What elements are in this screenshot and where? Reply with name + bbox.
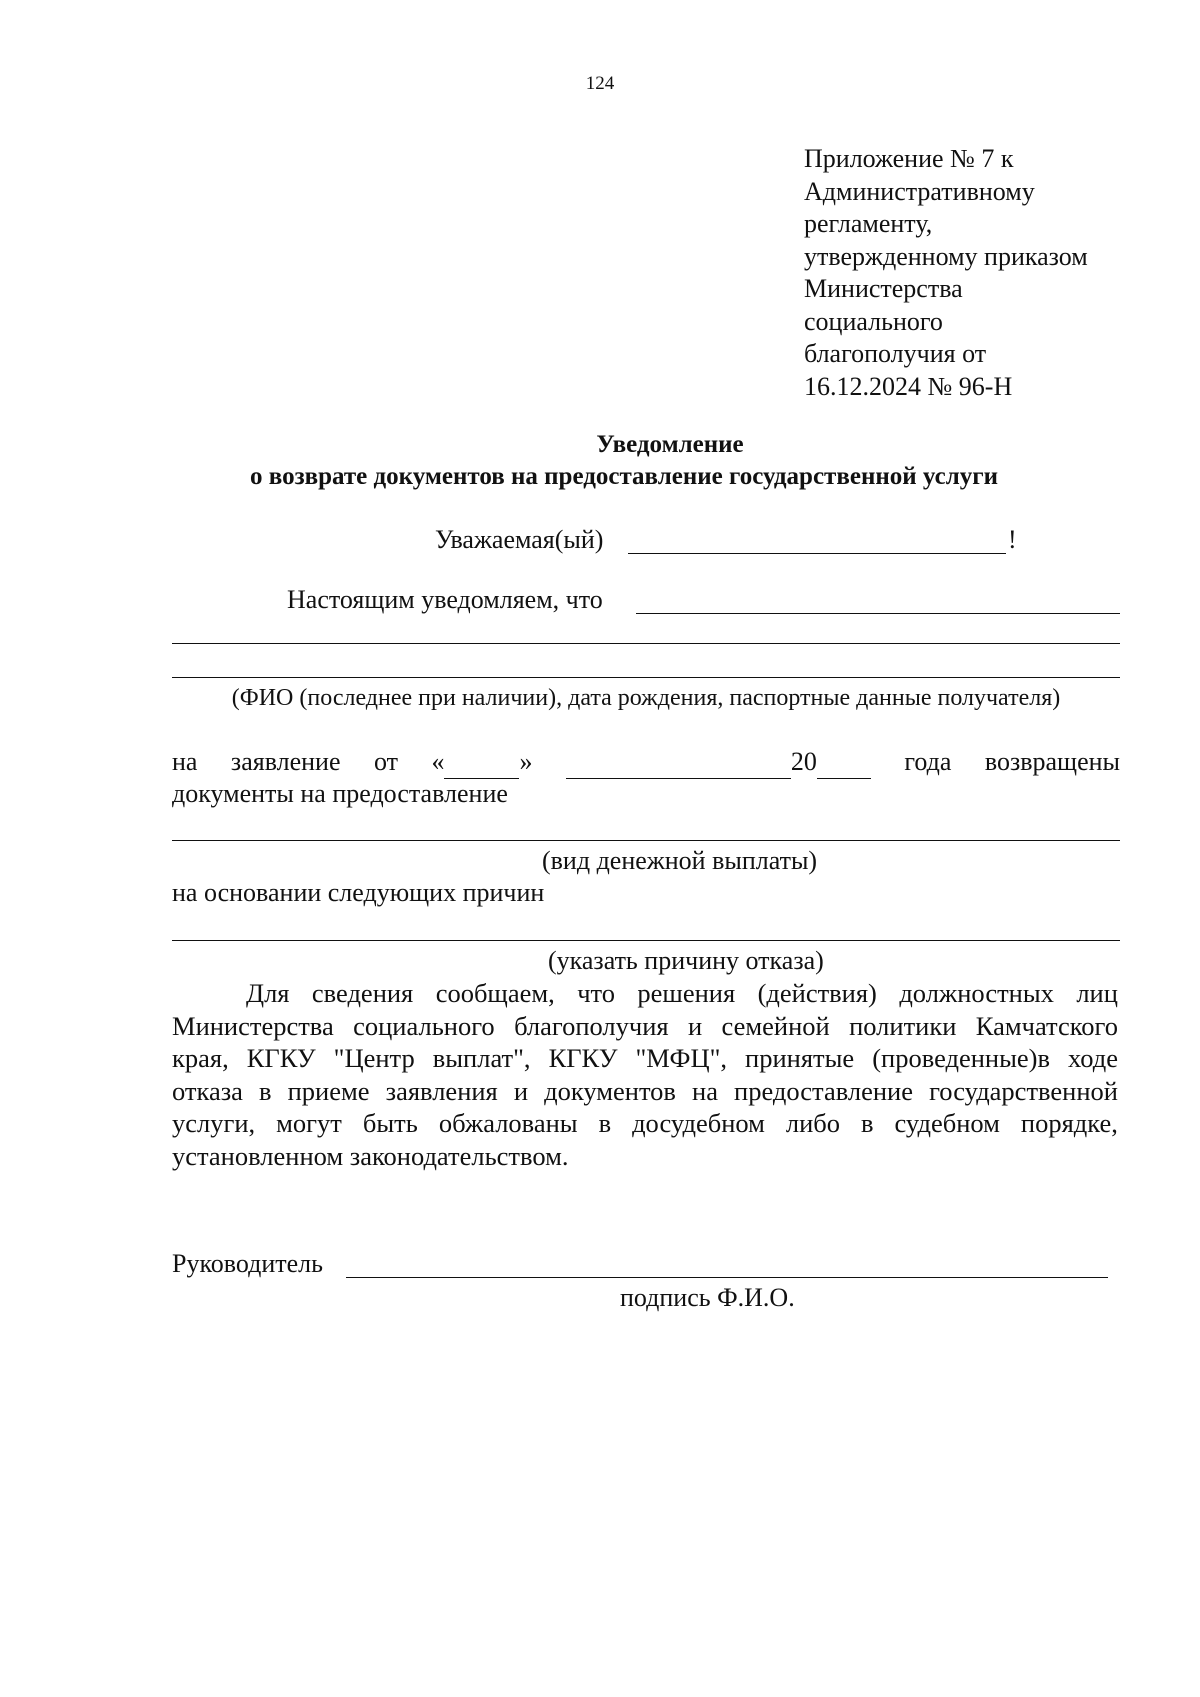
- application-word: на: [172, 747, 198, 776]
- reason-caption: (указать причину отказа): [548, 946, 824, 975]
- paragraph-word: предоставление: [734, 1075, 913, 1106]
- paragraph-word: в: [598, 1108, 612, 1138]
- document-subtitle: о возврате документов на предоставление государственной услуги: [250, 463, 999, 490]
- application-word: заявление: [230, 747, 341, 776]
- paragraph-line: [172, 1075, 1118, 1108]
- reason-blank[interactable]: [172, 940, 1120, 941]
- paragraph-word: порядке,: [1020, 1108, 1118, 1138]
- paragraph-word: на: [692, 1075, 718, 1106]
- paragraph-text: установленном законодательством.: [172, 1140, 569, 1171]
- application-line-2: документы на предоставление: [172, 779, 508, 808]
- greeting-suffix: !: [1008, 525, 1017, 554]
- recipient-blank-line-3[interactable]: [172, 677, 1120, 678]
- paragraph-word: услуги,: [172, 1108, 256, 1138]
- signature-caption: подпись Ф.И.О.: [620, 1283, 795, 1312]
- page-number: 124: [585, 73, 615, 94]
- paragraph-word: выплат",: [432, 1043, 531, 1073]
- paragraph-word: судебном: [894, 1108, 1000, 1138]
- paragraph-word: и: [687, 1010, 703, 1041]
- paragraph-word: досудебном: [632, 1108, 765, 1138]
- paragraph-line: [172, 1107, 1118, 1140]
- paragraph-line: [172, 1042, 1118, 1075]
- recipient-caption: (ФИО (последнее при наличии), дата рождения, паспортные данные получателя): [231, 685, 1061, 711]
- month-blank[interactable]: [566, 746, 791, 779]
- application-word: года: [904, 747, 952, 776]
- recipient-blank-line-2[interactable]: [172, 643, 1120, 644]
- year-blank[interactable]: [817, 746, 871, 779]
- paragraph-word: принятые: [745, 1043, 855, 1073]
- day-blank[interactable]: [444, 746, 519, 779]
- signature-blank[interactable]: [346, 1277, 1108, 1278]
- recipient-blank-line-1[interactable]: [636, 613, 1120, 614]
- paragraph-word: ходе: [1068, 1043, 1118, 1073]
- paragraph-word: документов: [544, 1075, 676, 1106]
- appendix-line: Административному: [804, 176, 1035, 206]
- paragraph-word: обжалованы: [438, 1108, 578, 1138]
- open-quote: «: [431, 747, 445, 776]
- application-line: [172, 746, 1120, 779]
- paragraph-word: и: [513, 1075, 529, 1106]
- signature-label: Руководитель: [172, 1249, 323, 1278]
- paragraph-word: должностных: [899, 978, 1054, 1008]
- appendix-line: утвержденному приказом: [804, 241, 1088, 271]
- appendix-reference: [804, 143, 1088, 403]
- appendix-line: Министерства: [804, 274, 963, 303]
- notice-intro: Настоящим уведомляем, что: [287, 585, 603, 614]
- paragraph-word: лиц: [1076, 978, 1118, 1008]
- paragraph-word: "МФЦ",: [635, 1043, 728, 1073]
- appendix-line: социального: [804, 306, 943, 336]
- paragraph-word: что: [577, 978, 615, 1008]
- paragraph-word: КГКУ: [548, 1043, 618, 1073]
- paragraph-word: либо: [785, 1108, 841, 1138]
- application-word: от: [373, 747, 398, 776]
- paragraph-word: Министерства: [172, 1010, 334, 1041]
- paragraph-word: могут: [276, 1108, 342, 1138]
- paragraph-word: быть: [362, 1108, 418, 1138]
- document-title: Уведомление: [596, 431, 744, 458]
- paragraph-word: Для: [246, 978, 290, 1008]
- application-word: возвращены: [984, 747, 1120, 776]
- payment-type-blank[interactable]: [172, 840, 1120, 841]
- paragraph-word: сведения: [311, 978, 414, 1008]
- paragraph-line: [172, 1010, 1118, 1043]
- paragraph-line: [172, 1140, 1118, 1173]
- paragraph-word: решения: [637, 978, 736, 1008]
- paragraph-word: в: [259, 1075, 272, 1106]
- paragraph-word: КГКУ: [246, 1043, 316, 1073]
- appendix-line: регламенту,: [804, 209, 933, 238]
- paragraph-word: Камчатского: [975, 1010, 1118, 1041]
- greeting-name-blank[interactable]: [628, 553, 1006, 554]
- appendix-line: благополучия от: [804, 339, 987, 368]
- greeting-prefix: Уважаемая(ый): [435, 525, 604, 554]
- appeal-info-paragraph: [172, 977, 1118, 1172]
- appendix-line: 16.12.2024 № 96-Н: [804, 371, 1013, 401]
- close-quote: »: [519, 747, 533, 776]
- application-date-field: [566, 746, 871, 779]
- paragraph-line: [172, 977, 1118, 1010]
- paragraph-word: государственной: [929, 1075, 1118, 1106]
- paragraph-word: в: [861, 1108, 874, 1138]
- reasons-label: на основании следующих причин: [172, 878, 545, 907]
- paragraph-word: (проведенные)в: [872, 1043, 1050, 1073]
- paragraph-word: (действия): [757, 978, 877, 1008]
- paragraph-word: благополучия: [514, 1010, 669, 1041]
- year-prefix: 20: [790, 747, 817, 776]
- paragraph-word: "Центр: [333, 1043, 415, 1073]
- application-day-field: [431, 746, 532, 779]
- appendix-line: Приложение № 7 к: [804, 144, 1014, 173]
- paragraph-word: заявления: [385, 1075, 498, 1106]
- paragraph-word: отказа: [172, 1075, 243, 1106]
- paragraph-word: края,: [172, 1043, 229, 1073]
- payment-type-caption: (вид денежной выплаты): [542, 846, 818, 875]
- paragraph-word: политики: [849, 1010, 957, 1041]
- paragraph-word: приеме: [287, 1075, 370, 1106]
- paragraph-word: социального: [353, 1010, 495, 1041]
- paragraph-word: семейной: [721, 1010, 830, 1041]
- paragraph-word: сообщаем,: [435, 978, 555, 1008]
